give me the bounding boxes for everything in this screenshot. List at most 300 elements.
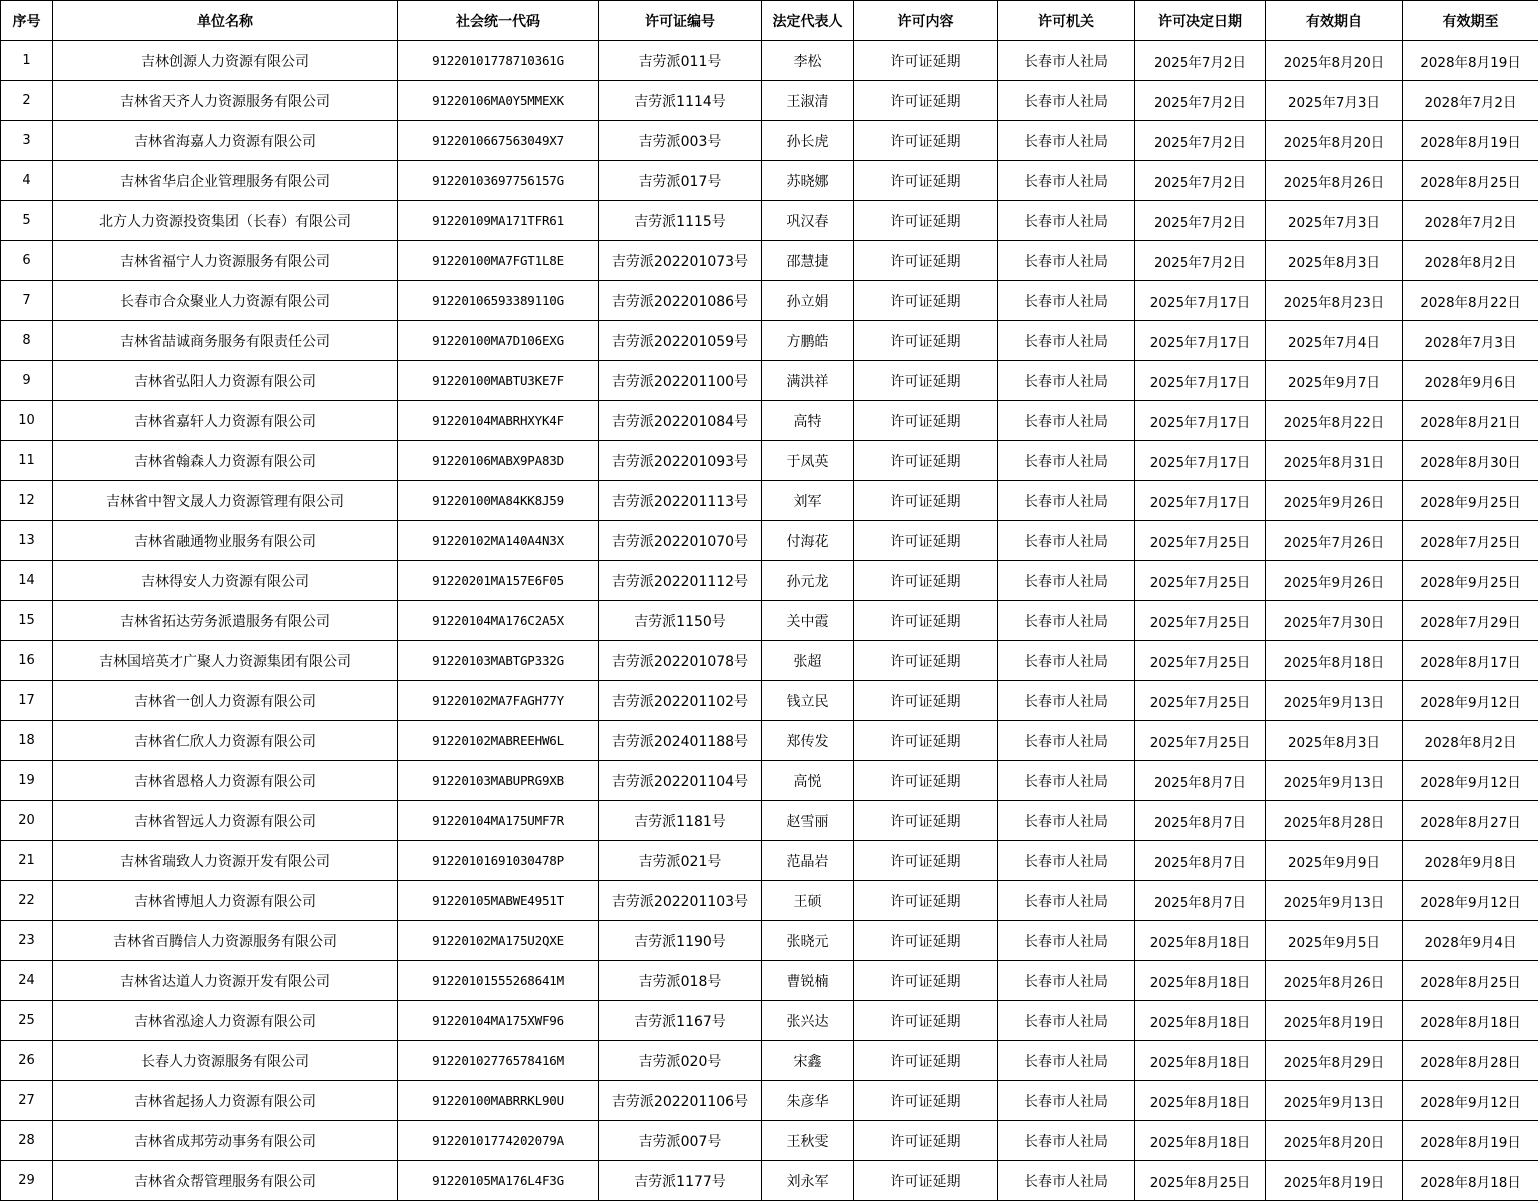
cell-legal-rep: 高特 bbox=[762, 401, 854, 441]
cell-seq: 1 bbox=[1, 41, 53, 81]
cell-credit-code: 91220101691030478P bbox=[398, 841, 599, 881]
cell-license-authority: 长春市人社局 bbox=[998, 761, 1135, 801]
cell-valid-to: 2028年9月12日 bbox=[1403, 881, 1538, 921]
cell-valid-to: 2028年9月25日 bbox=[1403, 481, 1538, 521]
cell-legal-rep: 方鹏皓 bbox=[762, 321, 854, 361]
table-row bbox=[1, 761, 1538, 801]
cell-license-no: 吉劳派018号 bbox=[599, 961, 762, 1001]
table-body bbox=[1, 41, 1538, 1201]
cell-unit-name: 吉林省弘阳人力资源有限公司 bbox=[53, 361, 398, 401]
header-decision-date: 许可决定日期 bbox=[1135, 1, 1266, 41]
cell-license-authority: 长春市人社局 bbox=[998, 721, 1135, 761]
table-row bbox=[1, 921, 1538, 961]
cell-license-no: 吉劳派202201078号 bbox=[599, 641, 762, 681]
cell-unit-name: 吉林省恩格人力资源有限公司 bbox=[53, 761, 398, 801]
cell-valid-from: 2025年9月5日 bbox=[1266, 921, 1403, 961]
cell-license-no: 吉劳派011号 bbox=[599, 41, 762, 81]
cell-seq: 25 bbox=[1, 1001, 53, 1041]
cell-decision-date: 2025年8月7日 bbox=[1135, 881, 1266, 921]
cell-license-authority: 长春市人社局 bbox=[998, 1041, 1135, 1081]
cell-license-content: 许可证延期 bbox=[854, 1121, 998, 1161]
cell-legal-rep: 刘永军 bbox=[762, 1161, 854, 1201]
cell-unit-name: 长春市合众聚业人力资源有限公司 bbox=[53, 281, 398, 321]
cell-credit-code: 91220101774202079A bbox=[398, 1121, 599, 1161]
cell-seq: 14 bbox=[1, 561, 53, 601]
cell-legal-rep: 郑传发 bbox=[762, 721, 854, 761]
cell-license-content: 许可证延期 bbox=[854, 841, 998, 881]
cell-license-content: 许可证延期 bbox=[854, 521, 998, 561]
cell-valid-to: 2028年8月19日 bbox=[1403, 121, 1538, 161]
cell-decision-date: 2025年7月25日 bbox=[1135, 721, 1266, 761]
cell-seq: 9 bbox=[1, 361, 53, 401]
cell-legal-rep: 苏晓娜 bbox=[762, 161, 854, 201]
cell-decision-date: 2025年7月17日 bbox=[1135, 321, 1266, 361]
table-row bbox=[1, 881, 1538, 921]
cell-legal-rep: 满洪祥 bbox=[762, 361, 854, 401]
cell-decision-date: 2025年7月2日 bbox=[1135, 161, 1266, 201]
header-license-content: 许可内容 bbox=[854, 1, 998, 41]
cell-seq: 23 bbox=[1, 921, 53, 961]
cell-license-authority: 长春市人社局 bbox=[998, 361, 1135, 401]
cell-valid-from: 2025年7月3日 bbox=[1266, 201, 1403, 241]
cell-valid-to: 2028年9月25日 bbox=[1403, 561, 1538, 601]
cell-decision-date: 2025年7月25日 bbox=[1135, 601, 1266, 641]
table-row bbox=[1, 1161, 1538, 1201]
cell-unit-name: 吉林省中智文晟人力资源管理有限公司 bbox=[53, 481, 398, 521]
cell-license-authority: 长春市人社局 bbox=[998, 1001, 1135, 1041]
cell-valid-from: 2025年8月20日 bbox=[1266, 1121, 1403, 1161]
cell-valid-from: 2025年9月26日 bbox=[1266, 561, 1403, 601]
cell-decision-date: 2025年7月2日 bbox=[1135, 241, 1266, 281]
cell-valid-to: 2028年8月22日 bbox=[1403, 281, 1538, 321]
header-unit-name: 单位名称 bbox=[53, 1, 398, 41]
table-row bbox=[1, 1041, 1538, 1081]
cell-legal-rep: 赵雪丽 bbox=[762, 801, 854, 841]
cell-valid-to: 2028年8月2日 bbox=[1403, 241, 1538, 281]
cell-license-authority: 长春市人社局 bbox=[998, 961, 1135, 1001]
cell-decision-date: 2025年8月25日 bbox=[1135, 1161, 1266, 1201]
cell-unit-name: 吉林省一创人力资源有限公司 bbox=[53, 681, 398, 721]
cell-license-no: 吉劳派202201086号 bbox=[599, 281, 762, 321]
cell-license-content: 许可证延期 bbox=[854, 721, 998, 761]
cell-license-content: 许可证延期 bbox=[854, 161, 998, 201]
cell-decision-date: 2025年7月25日 bbox=[1135, 641, 1266, 681]
cell-valid-to: 2028年8月28日 bbox=[1403, 1041, 1538, 1081]
cell-valid-from: 2025年8月23日 bbox=[1266, 281, 1403, 321]
table-row bbox=[1, 201, 1538, 241]
cell-valid-to: 2028年8月17日 bbox=[1403, 641, 1538, 681]
cell-unit-name: 吉林得安人力资源有限公司 bbox=[53, 561, 398, 601]
cell-license-no: 吉劳派202201113号 bbox=[599, 481, 762, 521]
table-row bbox=[1, 481, 1538, 521]
cell-unit-name: 吉林省智远人力资源有限公司 bbox=[53, 801, 398, 841]
table-row bbox=[1, 521, 1538, 561]
cell-seq: 3 bbox=[1, 121, 53, 161]
cell-legal-rep: 高悦 bbox=[762, 761, 854, 801]
cell-license-authority: 长春市人社局 bbox=[998, 1081, 1135, 1121]
table-row bbox=[1, 801, 1538, 841]
cell-unit-name: 长春人力资源服务有限公司 bbox=[53, 1041, 398, 1081]
cell-license-content: 许可证延期 bbox=[854, 961, 998, 1001]
cell-unit-name: 吉林省嘉轩人力资源有限公司 bbox=[53, 401, 398, 441]
cell-license-no: 吉劳派202201103号 bbox=[599, 881, 762, 921]
table-row bbox=[1, 361, 1538, 401]
cell-valid-to: 2028年8月30日 bbox=[1403, 441, 1538, 481]
cell-license-authority: 长春市人社局 bbox=[998, 81, 1135, 121]
cell-unit-name: 吉林省福宁人力资源服务有限公司 bbox=[53, 241, 398, 281]
cell-seq: 2 bbox=[1, 81, 53, 121]
cell-license-authority: 长春市人社局 bbox=[998, 881, 1135, 921]
cell-credit-code: 91220101555268641M bbox=[398, 961, 599, 1001]
header-license-no: 许可证编号 bbox=[599, 1, 762, 41]
cell-decision-date: 2025年8月18日 bbox=[1135, 1121, 1266, 1161]
cell-license-no: 吉劳派202201100号 bbox=[599, 361, 762, 401]
cell-decision-date: 2025年7月25日 bbox=[1135, 681, 1266, 721]
cell-credit-code: 91220102MA7FAGH77Y bbox=[398, 681, 599, 721]
cell-license-content: 许可证延期 bbox=[854, 201, 998, 241]
cell-license-content: 许可证延期 bbox=[854, 1081, 998, 1121]
table-row bbox=[1, 561, 1538, 601]
cell-unit-name: 吉林省天齐人力资源服务有限公司 bbox=[53, 81, 398, 121]
cell-credit-code: 91220105MABWE4951T bbox=[398, 881, 599, 921]
table-row bbox=[1, 401, 1538, 441]
cell-valid-to: 2028年7月3日 bbox=[1403, 321, 1538, 361]
cell-seq: 13 bbox=[1, 521, 53, 561]
cell-unit-name: 吉林省翰森人力资源有限公司 bbox=[53, 441, 398, 481]
cell-legal-rep: 范晶岩 bbox=[762, 841, 854, 881]
cell-legal-rep: 于凤英 bbox=[762, 441, 854, 481]
table-row bbox=[1, 161, 1538, 201]
cell-license-no: 吉劳派202201106号 bbox=[599, 1081, 762, 1121]
cell-license-no: 吉劳派202201102号 bbox=[599, 681, 762, 721]
cell-credit-code: 91220102776578416M bbox=[398, 1041, 599, 1081]
cell-seq: 8 bbox=[1, 321, 53, 361]
cell-seq: 12 bbox=[1, 481, 53, 521]
header-seq: 序号 bbox=[1, 1, 53, 41]
cell-license-no: 吉劳派1114号 bbox=[599, 81, 762, 121]
cell-unit-name: 吉林省成邦劳动事务有限公司 bbox=[53, 1121, 398, 1161]
cell-credit-code: 91220104MA176C2A5X bbox=[398, 601, 599, 641]
cell-credit-code: 91220104MABRHXYK4F bbox=[398, 401, 599, 441]
cell-valid-to: 2028年8月19日 bbox=[1403, 41, 1538, 81]
cell-unit-name: 吉林省仁欣人力资源有限公司 bbox=[53, 721, 398, 761]
cell-valid-to: 2028年9月8日 bbox=[1403, 841, 1538, 881]
cell-license-content: 许可证延期 bbox=[854, 1041, 998, 1081]
cell-license-content: 许可证延期 bbox=[854, 881, 998, 921]
cell-credit-code: 91220100MA84KK8J59 bbox=[398, 481, 599, 521]
cell-license-authority: 长春市人社局 bbox=[998, 601, 1135, 641]
cell-decision-date: 2025年8月18日 bbox=[1135, 1001, 1266, 1041]
table-row bbox=[1, 81, 1538, 121]
cell-valid-from: 2025年9月13日 bbox=[1266, 1081, 1403, 1121]
cell-license-authority: 长春市人社局 bbox=[998, 841, 1135, 881]
table-row bbox=[1, 241, 1538, 281]
cell-credit-code: 91220100MA7FGT1L8E bbox=[398, 241, 599, 281]
cell-unit-name: 吉林省起扬人力资源有限公司 bbox=[53, 1081, 398, 1121]
cell-valid-from: 2025年9月9日 bbox=[1266, 841, 1403, 881]
cell-credit-code: 9122010667563049X7 bbox=[398, 121, 599, 161]
cell-unit-name: 吉林省达道人力资源开发有限公司 bbox=[53, 961, 398, 1001]
cell-license-content: 许可证延期 bbox=[854, 241, 998, 281]
cell-seq: 6 bbox=[1, 241, 53, 281]
cell-license-no: 吉劳派202201070号 bbox=[599, 521, 762, 561]
cell-seq: 15 bbox=[1, 601, 53, 641]
table-row bbox=[1, 841, 1538, 881]
cell-decision-date: 2025年8月18日 bbox=[1135, 1081, 1266, 1121]
cell-unit-name: 吉林省百腾信人力资源服务有限公司 bbox=[53, 921, 398, 961]
header-valid-from: 有效期自 bbox=[1266, 1, 1403, 41]
cell-valid-from: 2025年8月22日 bbox=[1266, 401, 1403, 441]
cell-valid-to: 2028年9月12日 bbox=[1403, 761, 1538, 801]
cell-valid-to: 2028年9月6日 bbox=[1403, 361, 1538, 401]
header-row bbox=[1, 1, 1538, 41]
cell-valid-from: 2025年8月29日 bbox=[1266, 1041, 1403, 1081]
cell-license-no: 吉劳派021号 bbox=[599, 841, 762, 881]
cell-valid-to: 2028年8月27日 bbox=[1403, 801, 1538, 841]
cell-seq: 22 bbox=[1, 881, 53, 921]
cell-legal-rep: 王秋雯 bbox=[762, 1121, 854, 1161]
cell-legal-rep: 张晓元 bbox=[762, 921, 854, 961]
cell-license-no: 吉劳派020号 bbox=[599, 1041, 762, 1081]
cell-license-authority: 长春市人社局 bbox=[998, 281, 1135, 321]
cell-credit-code: 91220101778710361G bbox=[398, 41, 599, 81]
table-row bbox=[1, 681, 1538, 721]
cell-valid-from: 2025年8月3日 bbox=[1266, 241, 1403, 281]
cell-legal-rep: 曹锐楠 bbox=[762, 961, 854, 1001]
cell-credit-code: 91220102MA140A4N3X bbox=[398, 521, 599, 561]
cell-legal-rep: 付海花 bbox=[762, 521, 854, 561]
cell-license-content: 许可证延期 bbox=[854, 321, 998, 361]
cell-license-authority: 长春市人社局 bbox=[998, 1161, 1135, 1201]
cell-seq: 11 bbox=[1, 441, 53, 481]
cell-valid-to: 2028年7月25日 bbox=[1403, 521, 1538, 561]
table-row bbox=[1, 281, 1538, 321]
cell-decision-date: 2025年8月18日 bbox=[1135, 1041, 1266, 1081]
cell-valid-from: 2025年9月7日 bbox=[1266, 361, 1403, 401]
cell-valid-from: 2025年7月26日 bbox=[1266, 521, 1403, 561]
cell-valid-from: 2025年8月26日 bbox=[1266, 161, 1403, 201]
cell-legal-rep: 钱立民 bbox=[762, 681, 854, 721]
cell-valid-to: 2028年8月18日 bbox=[1403, 1001, 1538, 1041]
cell-seq: 29 bbox=[1, 1161, 53, 1201]
cell-license-content: 许可证延期 bbox=[854, 361, 998, 401]
cell-unit-name: 吉林创源人力资源有限公司 bbox=[53, 41, 398, 81]
cell-license-content: 许可证延期 bbox=[854, 41, 998, 81]
cell-decision-date: 2025年7月17日 bbox=[1135, 441, 1266, 481]
cell-valid-from: 2025年8月28日 bbox=[1266, 801, 1403, 841]
cell-decision-date: 2025年7月2日 bbox=[1135, 81, 1266, 121]
cell-decision-date: 2025年8月7日 bbox=[1135, 761, 1266, 801]
cell-license-no: 吉劳派017号 bbox=[599, 161, 762, 201]
table-row bbox=[1, 441, 1538, 481]
cell-valid-from: 2025年8月18日 bbox=[1266, 641, 1403, 681]
cell-license-content: 许可证延期 bbox=[854, 441, 998, 481]
table-row bbox=[1, 1121, 1538, 1161]
cell-valid-from: 2025年8月3日 bbox=[1266, 721, 1403, 761]
cell-license-content: 许可证延期 bbox=[854, 1161, 998, 1201]
cell-credit-code: 91220105MA176L4F3G bbox=[398, 1161, 599, 1201]
cell-license-content: 许可证延期 bbox=[854, 81, 998, 121]
cell-license-content: 许可证延期 bbox=[854, 281, 998, 321]
cell-decision-date: 2025年7月17日 bbox=[1135, 361, 1266, 401]
cell-license-no: 吉劳派1181号 bbox=[599, 801, 762, 841]
cell-license-authority: 长春市人社局 bbox=[998, 921, 1135, 961]
cell-credit-code: 91220102MA175U2QXE bbox=[398, 921, 599, 961]
cell-decision-date: 2025年7月2日 bbox=[1135, 41, 1266, 81]
cell-license-no: 吉劳派202201059号 bbox=[599, 321, 762, 361]
cell-license-authority: 长春市人社局 bbox=[998, 481, 1135, 521]
cell-decision-date: 2025年8月7日 bbox=[1135, 801, 1266, 841]
cell-seq: 28 bbox=[1, 1121, 53, 1161]
cell-legal-rep: 孙长虎 bbox=[762, 121, 854, 161]
cell-seq: 27 bbox=[1, 1081, 53, 1121]
cell-valid-to: 2028年9月4日 bbox=[1403, 921, 1538, 961]
cell-valid-to: 2028年8月2日 bbox=[1403, 721, 1538, 761]
cell-valid-from: 2025年8月19日 bbox=[1266, 1161, 1403, 1201]
cell-legal-rep: 刘军 bbox=[762, 481, 854, 521]
cell-valid-from: 2025年9月13日 bbox=[1266, 881, 1403, 921]
cell-valid-from: 2025年8月19日 bbox=[1266, 1001, 1403, 1041]
cell-license-authority: 长春市人社局 bbox=[998, 641, 1135, 681]
cell-license-no: 吉劳派202201093号 bbox=[599, 441, 762, 481]
cell-unit-name: 北方人力资源投资集团（长春）有限公司 bbox=[53, 201, 398, 241]
cell-valid-from: 2025年8月20日 bbox=[1266, 41, 1403, 81]
cell-legal-rep: 张兴达 bbox=[762, 1001, 854, 1041]
cell-seq: 20 bbox=[1, 801, 53, 841]
cell-valid-to: 2028年8月19日 bbox=[1403, 1121, 1538, 1161]
cell-credit-code: 91220100MABRRKL90U bbox=[398, 1081, 599, 1121]
cell-unit-name: 吉林省众帮管理服务有限公司 bbox=[53, 1161, 398, 1201]
cell-credit-code: 91220201MA157E6F05 bbox=[398, 561, 599, 601]
header-license-authority: 许可机关 bbox=[998, 1, 1135, 41]
cell-license-no: 吉劳派202201073号 bbox=[599, 241, 762, 281]
cell-license-authority: 长春市人社局 bbox=[998, 201, 1135, 241]
cell-decision-date: 2025年7月17日 bbox=[1135, 281, 1266, 321]
cell-valid-to: 2028年8月25日 bbox=[1403, 961, 1538, 1001]
cell-unit-name: 吉林省博旭人力资源有限公司 bbox=[53, 881, 398, 921]
cell-license-authority: 长春市人社局 bbox=[998, 1121, 1135, 1161]
cell-decision-date: 2025年8月18日 bbox=[1135, 921, 1266, 961]
table-row bbox=[1, 641, 1538, 681]
cell-seq: 26 bbox=[1, 1041, 53, 1081]
cell-valid-from: 2025年8月20日 bbox=[1266, 121, 1403, 161]
cell-valid-to: 2028年7月2日 bbox=[1403, 201, 1538, 241]
cell-license-no: 吉劳派202401188号 bbox=[599, 721, 762, 761]
cell-license-no: 吉劳派202201112号 bbox=[599, 561, 762, 601]
cell-decision-date: 2025年7月25日 bbox=[1135, 521, 1266, 561]
cell-seq: 5 bbox=[1, 201, 53, 241]
header-valid-to: 有效期至 bbox=[1403, 1, 1538, 41]
cell-credit-code: 91220103MABTGP332G bbox=[398, 641, 599, 681]
cell-license-content: 许可证延期 bbox=[854, 401, 998, 441]
cell-valid-from: 2025年8月26日 bbox=[1266, 961, 1403, 1001]
cell-license-authority: 长春市人社局 bbox=[998, 401, 1135, 441]
table-row bbox=[1, 961, 1538, 1001]
cell-credit-code: 91220100MABTU3KE7F bbox=[398, 361, 599, 401]
cell-license-no: 吉劳派007号 bbox=[599, 1121, 762, 1161]
cell-decision-date: 2025年7月2日 bbox=[1135, 121, 1266, 161]
cell-valid-to: 2028年8月25日 bbox=[1403, 161, 1538, 201]
cell-legal-rep: 王硕 bbox=[762, 881, 854, 921]
cell-decision-date: 2025年7月25日 bbox=[1135, 561, 1266, 601]
cell-decision-date: 2025年8月7日 bbox=[1135, 841, 1266, 881]
table-row bbox=[1, 321, 1538, 361]
cell-legal-rep: 巩汉春 bbox=[762, 201, 854, 241]
cell-seq: 21 bbox=[1, 841, 53, 881]
cell-license-content: 许可证延期 bbox=[854, 801, 998, 841]
header-legal-rep: 法定代表人 bbox=[762, 1, 854, 41]
cell-credit-code: 91220106MA0Y5MMEXK bbox=[398, 81, 599, 121]
cell-license-authority: 长春市人社局 bbox=[998, 681, 1135, 721]
cell-legal-rep: 张超 bbox=[762, 641, 854, 681]
cell-credit-code: 91220106593389110G bbox=[398, 281, 599, 321]
cell-seq: 16 bbox=[1, 641, 53, 681]
cell-license-no: 吉劳派1167号 bbox=[599, 1001, 762, 1041]
cell-seq: 18 bbox=[1, 721, 53, 761]
cell-valid-from: 2025年9月13日 bbox=[1266, 681, 1403, 721]
cell-credit-code: 91220100MA7D106EXG bbox=[398, 321, 599, 361]
cell-credit-code: 91220102MABREEHW6L bbox=[398, 721, 599, 761]
cell-credit-code: 91220109MA171TFR61 bbox=[398, 201, 599, 241]
cell-decision-date: 2025年7月2日 bbox=[1135, 201, 1266, 241]
cell-credit-code: 91220104MA175XWF96 bbox=[398, 1001, 599, 1041]
cell-unit-name: 吉林省融通物业服务有限公司 bbox=[53, 521, 398, 561]
cell-license-no: 吉劳派003号 bbox=[599, 121, 762, 161]
cell-credit-code: 91220106MABX9PA83D bbox=[398, 441, 599, 481]
cell-seq: 4 bbox=[1, 161, 53, 201]
cell-license-no: 吉劳派202201104号 bbox=[599, 761, 762, 801]
cell-license-no: 吉劳派1150号 bbox=[599, 601, 762, 641]
cell-license-content: 许可证延期 bbox=[854, 121, 998, 161]
cell-license-no: 吉劳派1115号 bbox=[599, 201, 762, 241]
table-row bbox=[1, 41, 1538, 81]
cell-valid-to: 2028年8月18日 bbox=[1403, 1161, 1538, 1201]
cell-license-content: 许可证延期 bbox=[854, 921, 998, 961]
cell-credit-code: 91220103MABUPRG9XB bbox=[398, 761, 599, 801]
cell-valid-from: 2025年7月30日 bbox=[1266, 601, 1403, 641]
cell-valid-from: 2025年7月4日 bbox=[1266, 321, 1403, 361]
table-row bbox=[1, 121, 1538, 161]
cell-decision-date: 2025年8月18日 bbox=[1135, 961, 1266, 1001]
cell-valid-to: 2028年7月2日 bbox=[1403, 81, 1538, 121]
cell-license-authority: 长春市人社局 bbox=[998, 521, 1135, 561]
cell-valid-to: 2028年9月12日 bbox=[1403, 681, 1538, 721]
cell-decision-date: 2025年7月17日 bbox=[1135, 401, 1266, 441]
cell-legal-rep: 关中霞 bbox=[762, 601, 854, 641]
cell-unit-name: 吉林省瑞致人力资源开发有限公司 bbox=[53, 841, 398, 881]
cell-license-authority: 长春市人社局 bbox=[998, 801, 1135, 841]
cell-legal-rep: 宋鑫 bbox=[762, 1041, 854, 1081]
cell-valid-to: 2028年8月21日 bbox=[1403, 401, 1538, 441]
cell-license-authority: 长春市人社局 bbox=[998, 241, 1135, 281]
cell-license-content: 许可证延期 bbox=[854, 481, 998, 521]
cell-seq: 17 bbox=[1, 681, 53, 721]
cell-credit-code: 91220103697756157G bbox=[398, 161, 599, 201]
cell-unit-name: 吉林省华启企业管理服务有限公司 bbox=[53, 161, 398, 201]
table-row bbox=[1, 1001, 1538, 1041]
cell-license-authority: 长春市人社局 bbox=[998, 161, 1135, 201]
cell-license-content: 许可证延期 bbox=[854, 681, 998, 721]
cell-valid-to: 2028年7月29日 bbox=[1403, 601, 1538, 641]
cell-legal-rep: 朱彦华 bbox=[762, 1081, 854, 1121]
cell-license-content: 许可证延期 bbox=[854, 761, 998, 801]
cell-license-no: 吉劳派1177号 bbox=[599, 1161, 762, 1201]
cell-unit-name: 吉林省拓达劳务派遣服务有限公司 bbox=[53, 601, 398, 641]
cell-license-no: 吉劳派202201084号 bbox=[599, 401, 762, 441]
cell-valid-from: 2025年8月31日 bbox=[1266, 441, 1403, 481]
cell-license-content: 许可证延期 bbox=[854, 601, 998, 641]
cell-seq: 19 bbox=[1, 761, 53, 801]
